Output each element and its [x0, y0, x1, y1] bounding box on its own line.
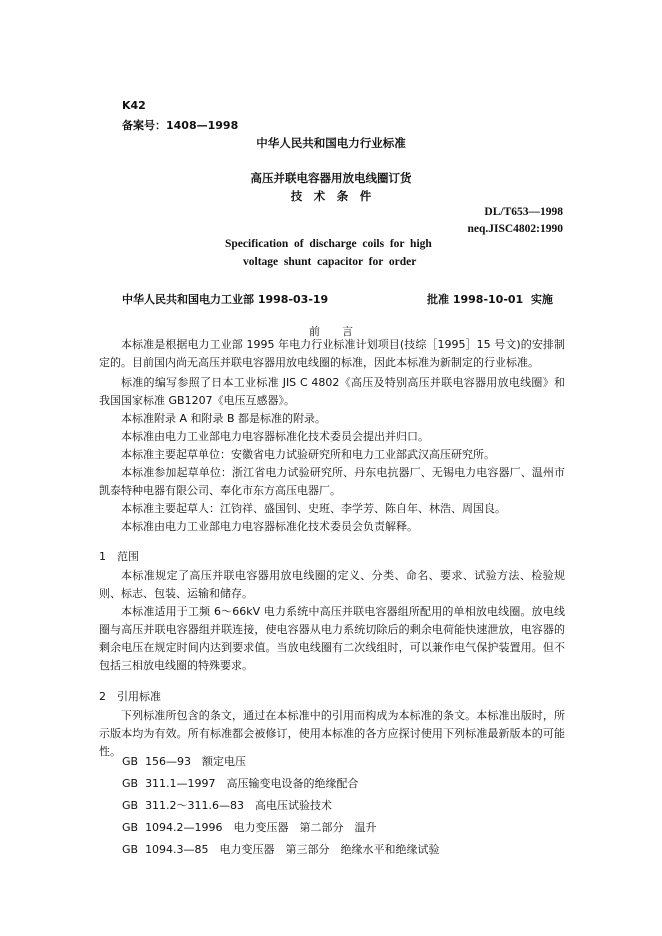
reference-item: GB 1094.2—1996 电力变压器 第二部分 温升: [122, 821, 377, 834]
classification-code: K42: [122, 99, 146, 112]
foreword-paragraph: 本标准主要起草人：江钧祥、盛国钊、史班、李学芳、陈自年、林浩、周国良。: [121, 502, 506, 515]
standard-code: DL/T653—1998: [484, 206, 563, 218]
foreword-paragraph: 本标准附录 A 和附录 B 都是标准的附录。: [121, 412, 327, 425]
section-1-paragraph: 本标准规定了高压并联电容器用放电线圈的定义、分类、命名、要求、试验方法、检验规则、标志、包装、运输和储存。: [99, 569, 565, 600]
foreword-paragraph: 本标准由电力工业部电力电容器标准化技术委员会负责解释。: [121, 520, 418, 533]
issuing-body: 中华人民共和国电力行业标准: [256, 136, 406, 150]
section-2-intro: 下列标准所包含的条文，通过在本标准中的引用而构成为本标准的条文。本标准出版时，所示版本均为有效。所有标准都会被修订，使用本标准的各方应探讨使用下列标准最新版本的可能性。: [99, 709, 565, 758]
document-title-line1: 高压并联电容器用放电线圈订货: [250, 171, 412, 185]
document-title-line2: 技 术 条 件: [290, 189, 372, 203]
foreword-paragraph: 标准的编写参照了日本工业标准 JIS C 4802《高压及特别高压并联电容器用放电线圈》和我国国家标准 GB1207《电压互感器》。: [99, 376, 565, 407]
english-title-line1: Specification of discharge coils for high: [225, 238, 432, 250]
section-1-heading: 1 范围: [99, 550, 139, 563]
standard-equivalence: neq.JISC4802:1990: [467, 223, 563, 235]
reference-item: GB 311.2～311.6—83 高电压试验技术: [122, 799, 333, 812]
issue-date: 中华人民共和国电力工业部 1998-03-19: [122, 293, 329, 306]
foreword-heading: 前 言: [309, 325, 353, 338]
reference-item: GB 311.1—1997 高压输变电设备的绝缘配合: [122, 777, 359, 790]
foreword-paragraph: 本标准主要起草单位：安徽省电力试验研究所和电力工业部武汉高压研究所。: [121, 448, 495, 461]
english-title-line2: voltage shunt capacitor for order: [243, 256, 417, 268]
reference-item: GB 1094.3—85 电力变压器 第三部分 绝缘水平和绝缘试验: [122, 843, 440, 856]
section-2-heading: 2 引用标准: [99, 690, 161, 703]
foreword-paragraph: 本标准由电力工业部电力电容器标准化技术委员会提出并归口。: [121, 430, 429, 443]
record-number: 备案号：1408—1998: [122, 119, 239, 132]
implementation-date: 批准 1998-10-01 实施: [427, 293, 553, 306]
section-1-paragraph: 本标准适用于工频 6～66kV 电力系统中高压并联电容器组所配用的单相放电线圈。放电线圈与高压并联电容器组并联连接，使电容器从电力系统切除后的剩余电荷能快速泄放，电容器的剩余电压在规定时间内达到要求值。当放电线圈有二次线组时，可以兼作电气保护装置用。但不包括三相放电线圈的特殊要求。: [99, 605, 565, 672]
foreword-paragraph: 本标准是根据电力工业部 1995 年电力行业标准计划项目(技综［1995］15 号文)的安排制定的。目前国内尚无高压并联电容器用放电线圈的标准，因此本标准为新制定的行业标准。: [99, 338, 565, 369]
reference-item: GB 156—93 额定电压: [122, 755, 247, 768]
foreword-paragraph: 本标准参加起草单位：浙江省电力试验研究所、丹东电抗器厂、无锡电力电容器厂、温州市凯泰特种电器有限公司、奉化市东方高压电器厂。: [99, 466, 565, 497]
reference-list: [122, 751, 440, 861]
